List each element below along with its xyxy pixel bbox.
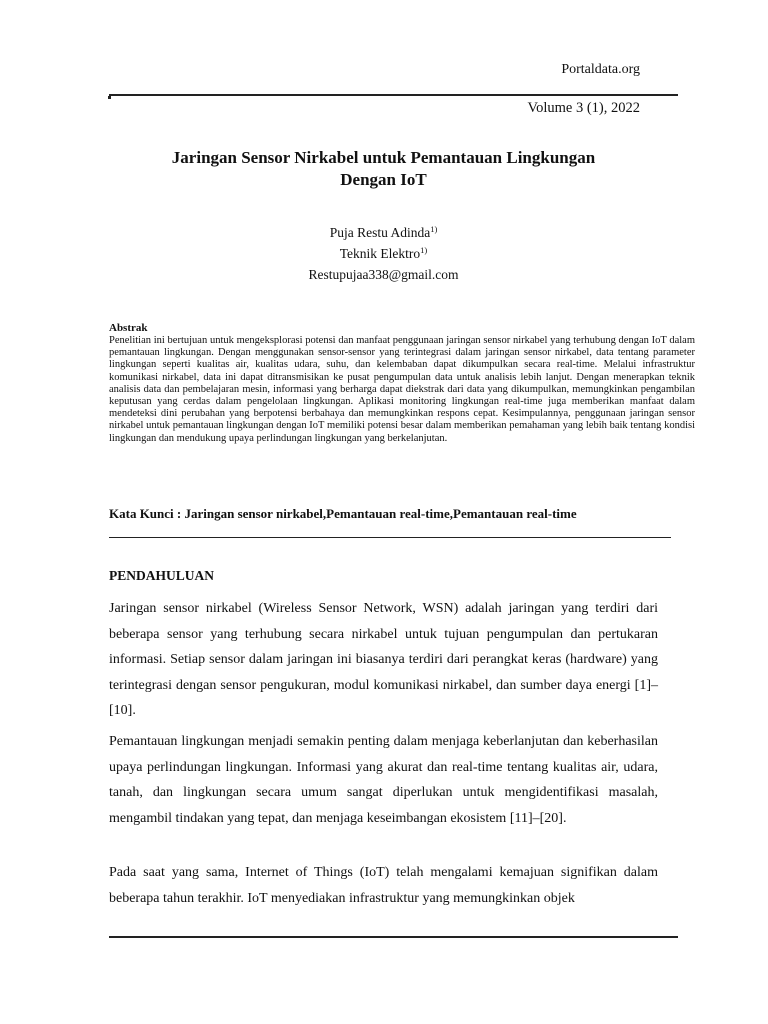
- author-name-superscript: 1): [430, 224, 438, 234]
- author-affiliation: Teknik Elektro: [339, 246, 421, 261]
- paper-title-line-1: Jaringan Sensor Nirkabel untuk Pemantauan Lingkungan: [171, 148, 596, 167]
- site-name: Portaldata.org: [561, 62, 640, 77]
- body-paragraph-3: Pada saat yang sama, Internet of Things (IoT) telah mengalami kemajuan signifikan dalam beberapa tahun terakhir. IoT menyediakan infrastruktur yang memungkinkan objek: [109, 865, 658, 906]
- author-affiliation-line: [109, 243, 658, 264]
- author-email: Restupujaa338@gmail.com: [308, 267, 459, 282]
- abstract-heading: Abstrak: [109, 322, 148, 334]
- section-heading: PENDAHULUAN: [109, 568, 215, 583]
- author-name: Puja Restu Adinda: [329, 225, 431, 240]
- volume-info: Volume 3 (1), 2022: [527, 100, 640, 116]
- author-block: [109, 222, 658, 285]
- keywords-rule: [109, 537, 671, 538]
- body-paragraph-1: Jaringan sensor nirkabel (Wireless Sensor Network, WSN) adalah jaringan yang terdiri dari beberapa sensor yang terhubung secara nirkabel untuk tujuan pengumpulan dan pertukaran informasi. Setiap sensor dalam jaringan ini biasanya terdiri dari perangkat keras (hardware) yang terintegrasi dengan sensor pengukuran, modul komunikasi nirkabel, dan sumber daya energi [1]–[10].: [109, 601, 658, 718]
- paper-title: [109, 147, 658, 191]
- paper-title-line-2: Dengan IoT: [340, 170, 427, 189]
- body-paragraph-2: Pemantauan lingkungan menjadi semakin penting dalam menjaga keberlanjutan dan keberhasilan upaya perlindungan lingkungan. Informasi yang akurat dan real-time tentang kualitas air, udara, tanah, dan lingkungan secara umum sangat diperlukan untuk mengidentifikasi masalah, mengambil tindakan yang tepat, dan menjaga keseimbangan ekosistem [11]–[20].: [109, 734, 658, 826]
- author-affiliation-superscript: 1): [420, 245, 428, 255]
- header-dot: [108, 96, 111, 99]
- keywords: Kata Kunci : Jaringan sensor nirkabel,Pemantauan real-time,Pemantauan real-time: [109, 506, 577, 521]
- abstract-body: Penelitian ini bertujuan untuk mengeksplorasi potensi dan manfaat penggunaan jaringan sensor nirkabel yang terhubung dengan IoT dalam pemantauan lingkungan. Dengan menggunakan sensor-sensor yang terintegrasi dalam jaringan sensor nirkabel, data tentang parameter lingkungan seperti kualitas air, kualitas udara, suhu, dan kelembaban dapat dikumpulkan secara real-time. Melalui infrastruktur komunikasi nirkabel, data ini dapat ditransmisikan ke pusat pengumpulan data untuk analisis lebih lanjut. Dengan menerapkan teknik analisis data dan pembelajaran mesin, informasi yang berharga dapat diekstrak dari data yang dikumpulkan, memungkinkan pengambilan keputusan yang cerdas dalam pengelolaan lingkungan. Aplikasi monitoring lingkungan real-time juga memberikan manfaat dalam mendeteksi dini perubahan yang berpotensi berbahaya dan memungkinkan respons cepat. Kesimpulannya, penggunaan jaringan sensor nirkabel untuk pemantauan lingkungan dengan IoT memiliki potensi besar dalam memberikan pemahaman yang lebih baik tentang kondisi lingkungan dan mendukung upaya perlindungan lingkungan yang berkelanjutan.: [109, 335, 695, 444]
- header-rule: [109, 94, 678, 96]
- footer-rule: [109, 936, 678, 938]
- author-name-line: [109, 222, 658, 243]
